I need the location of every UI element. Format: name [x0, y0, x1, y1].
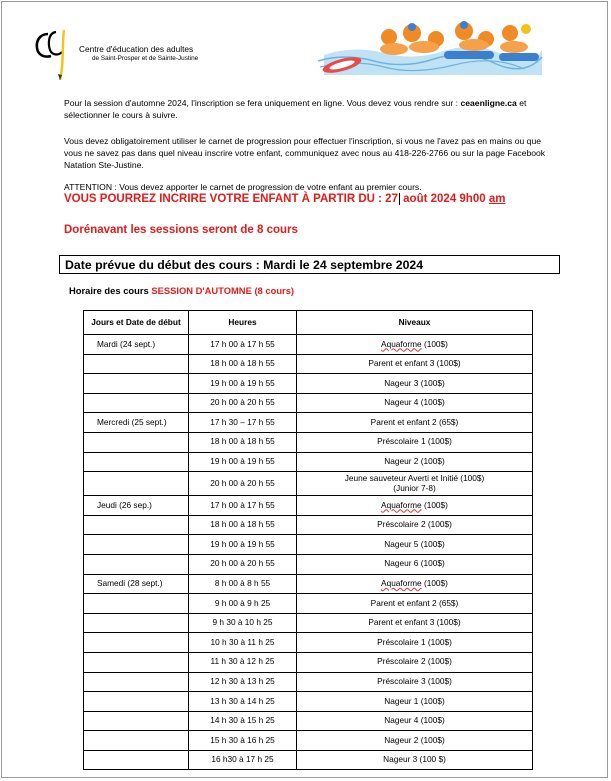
- level-text: Nageur 2 (100$): [384, 456, 445, 467]
- cell-hours: 20 h 00 à 20 h 55: [189, 554, 297, 574]
- cell-hours: 9 h 00 à 9 h 25: [189, 594, 297, 614]
- table-row: [84, 692, 533, 712]
- table-row: [84, 335, 533, 355]
- level-text: Parent et enfant 3 (100$): [368, 358, 461, 369]
- cell-hours: 20 h 00 à 20 h 55: [189, 393, 297, 413]
- table-row: [84, 731, 533, 751]
- registration-month: août 2024 9h00: [399, 193, 489, 205]
- level-text: Parent et enfant 2 (65$): [370, 597, 459, 608]
- cell-hours: 18 h 00 à 18 h 55: [189, 515, 297, 535]
- cell-day: [84, 374, 189, 394]
- cell-level: [297, 731, 533, 751]
- registration-date-notice: [64, 193, 505, 205]
- cell-level: [297, 374, 533, 394]
- cell-level: [297, 750, 533, 770]
- cell-hours: 20 h 00 à 20 h 55: [189, 472, 297, 496]
- table-row: [84, 413, 533, 433]
- table-row: [84, 432, 533, 452]
- level-text: Parent et enfant 2 (65$): [370, 416, 459, 427]
- cell-day: [84, 594, 189, 614]
- cell-day: [84, 354, 189, 374]
- cell-day: [84, 633, 189, 653]
- cell-day: [84, 750, 189, 770]
- cell-level: [297, 515, 533, 535]
- table-row: [84, 472, 533, 496]
- start-date-box: Date prévue du début des cours : Mardi le 24 septembre 2024: [59, 255, 560, 274]
- table-row: [84, 672, 533, 692]
- header-levels: Niveaux: [297, 311, 533, 335]
- cell-day: [84, 393, 189, 413]
- level-text: Préscolaire 3 (100$): [377, 676, 452, 686]
- level-text: Nageur 4 (100$): [384, 715, 445, 726]
- table-row: [84, 613, 533, 633]
- intro-text-after: et sélectionner le cours à suivre.: [64, 98, 527, 121]
- cell-hours: 10 h 30 à 11 h 25: [189, 633, 297, 653]
- level-text: Nageur 3 (100$): [384, 377, 445, 388]
- table-row: [84, 750, 533, 770]
- level-subtext: (Junior 7-8): [393, 482, 436, 493]
- cell-hours: 17 h 00 à 17 h 55: [189, 335, 297, 355]
- spellcheck-word: Aquaforme: [381, 578, 422, 589]
- registration-day: 27: [385, 193, 398, 205]
- cell-level: [297, 692, 533, 712]
- level-text: Nageur 2 (100$): [384, 734, 445, 745]
- registration-prefix: VOUS POURREZ INCRIRE VOTRE ENFANT À PARTIR DU :: [64, 193, 386, 205]
- swimmers-banner-image: [314, 15, 544, 79]
- cell-level: [297, 472, 533, 496]
- level-text: Aquaforme (100$): [381, 578, 448, 589]
- cell-level: [297, 652, 533, 672]
- schedule-session: SESSION D'AUTOMNE (8 cours): [151, 285, 295, 296]
- cell-hours: 19 h 00 à 19 h 55: [189, 535, 297, 555]
- header-day: Jours et Date de début: [84, 311, 189, 335]
- cell-day: [84, 672, 189, 692]
- logo-title: Centre d'éducation des adultes: [79, 44, 194, 54]
- schedule-label: Horaire des cours: [69, 285, 152, 296]
- attention-notice: ATTENTION : Vous devez apporter le carnet de progression de votre enfant au premier cours.: [64, 182, 422, 192]
- table-row: [84, 594, 533, 614]
- cell-day: [84, 554, 189, 574]
- cell-hours: 18 h 00 à 18 h 55: [189, 354, 297, 374]
- table-row: [84, 452, 533, 472]
- level-text: Aquaforme (100$): [381, 499, 448, 510]
- cell-hours: 17 h 00 à 17 h 55: [189, 496, 297, 516]
- level-text: Aquaforme (100$): [381, 338, 448, 349]
- cell-day: [84, 613, 189, 633]
- level-text: Nageur 6 (100$): [384, 558, 445, 569]
- cell-level: [297, 574, 533, 594]
- cell-level: [297, 711, 533, 731]
- cell-hours: 15 h 30 à 16 h 25: [189, 731, 297, 751]
- logo-subtitle: de Saint-Prosper et de Sainte-Justine: [92, 55, 199, 62]
- level-text: Préscolaire 2 (100$): [377, 656, 452, 667]
- cell-day: [84, 692, 189, 712]
- cell-day: [84, 515, 189, 535]
- cell-level: [297, 672, 533, 692]
- level-text: Nageur 3 (100 $): [383, 754, 446, 765]
- intro-paragraph-2: Vous devez obligatoirement utiliser le carnet de progression pour effectuer l'inscription, si vous ne l'avez pas en mains ou que vous ne savez pas dans quel niveau inscrire votre enfant, communiquez avec nous au 418-226-2766 ou sur la page Facebook Natation Ste-Justine.: [64, 136, 546, 171]
- cell-hours: 18 h 00 à 18 h 55: [189, 432, 297, 452]
- cell-level: [297, 613, 533, 633]
- sessions-notice: Dorénavant les sessions seront de 8 cours: [64, 224, 298, 236]
- table-row: [84, 515, 533, 535]
- schedule-table: [83, 310, 533, 770]
- cell-day: [84, 452, 189, 472]
- table-header-row: [84, 311, 533, 335]
- cell-level: [297, 354, 533, 374]
- spellcheck-word: Aquaforme: [381, 499, 422, 510]
- logo: [34, 24, 234, 84]
- cell-hours: 16 h30 à 17 h 25: [189, 750, 297, 770]
- cell-level: [297, 535, 533, 555]
- level-text: Parent et enfant 3 (100$): [368, 617, 461, 628]
- cell-day: [84, 535, 189, 555]
- cell-level: [297, 413, 533, 433]
- level-text: Préscolaire 1 (100$): [377, 636, 452, 647]
- cell-level: [297, 335, 533, 355]
- table-row: [84, 574, 533, 594]
- cea-logo-icon: [34, 24, 84, 82]
- cell-hours: 8 h 00 à 8 h 55: [189, 574, 297, 594]
- cell-hours: 9 h 30 à 10 h 25: [189, 613, 297, 633]
- cell-hours: 19 h 00 à 19 h 55: [189, 452, 297, 472]
- intro-paragraph-1: [64, 97, 554, 121]
- cell-level: [297, 393, 533, 413]
- level-text: Nageur 5 (100$): [384, 538, 445, 549]
- cell-level: [297, 496, 533, 516]
- cell-day: Mardi (24 sept.): [84, 335, 189, 355]
- cell-level: [297, 633, 533, 653]
- cell-hours: 12 h 30 à 13 h 25: [189, 672, 297, 692]
- cell-hours: 14 h 30 à 15 h 25: [189, 711, 297, 731]
- table-row: [84, 354, 533, 374]
- cell-level: [297, 432, 533, 452]
- cell-day: [84, 711, 189, 731]
- cell-hours: 11 h 30 à 12 h 25: [189, 652, 297, 672]
- table-row: [84, 633, 533, 653]
- cell-day: [84, 731, 189, 751]
- table-row: [84, 496, 533, 516]
- cell-day: Samedi (28 sept.): [84, 574, 189, 594]
- cell-hours: 13 h 30 à 14 h 25: [189, 692, 297, 712]
- cell-hours: 19 h 00 à 19 h 55: [189, 374, 297, 394]
- cell-level: [297, 594, 533, 614]
- header-hours: Heures: [189, 311, 297, 335]
- level-text: Nageur 1 (100$): [384, 695, 445, 706]
- level-text: Préscolaire 2 (100$): [377, 519, 452, 530]
- level-text: Préscolaire 1 (100$): [377, 436, 452, 447]
- ceaenligne-link[interactable]: ceaenligne.ca: [460, 98, 517, 108]
- table-row: [84, 374, 533, 394]
- cell-day: [84, 652, 189, 672]
- table-row: [84, 554, 533, 574]
- cell-level: [297, 452, 533, 472]
- cell-hours: 17 h 30 – 17 h 55: [189, 413, 297, 433]
- level-text: Jeune sauveteur Averti et Initié (100$): [344, 473, 485, 484]
- table-row: [84, 535, 533, 555]
- intro-text: Pour la session d'automne 2024, l'inscription se fera uniquement en ligne. Vous devez vous rendre sur :: [64, 98, 459, 108]
- table-row: [84, 711, 533, 731]
- cell-day: Jeudi (26 sep.): [84, 496, 189, 516]
- level-text: Nageur 4 (100$): [384, 397, 445, 408]
- schedule-heading: [69, 285, 294, 296]
- cell-day: [84, 472, 189, 496]
- cell-day: Mercredi (25 sept.): [84, 413, 189, 433]
- cell-day: [84, 432, 189, 452]
- spellcheck-word: Aquaforme: [381, 338, 422, 349]
- table-row: [84, 393, 533, 413]
- cell-level: [297, 554, 533, 574]
- table-row: [84, 652, 533, 672]
- registration-am: am: [488, 193, 506, 205]
